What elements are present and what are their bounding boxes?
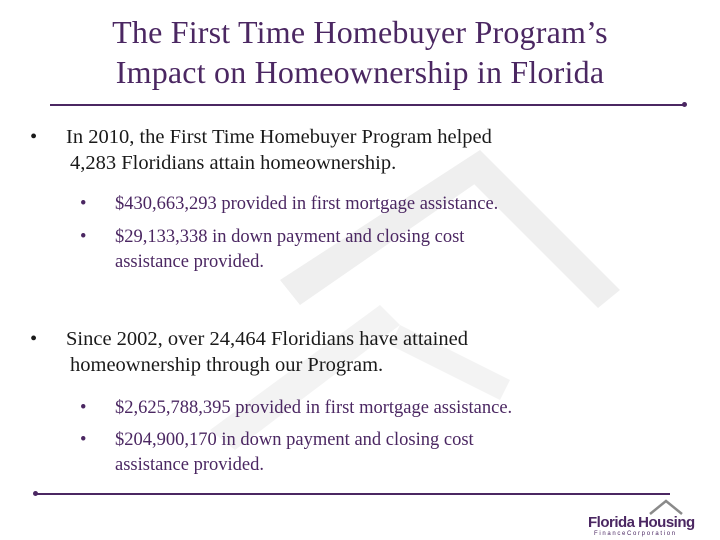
sub-bullet-mark: •	[80, 398, 87, 418]
sub-bullet-mark: •	[80, 430, 87, 450]
sub-bullet-2010-downpayment-line-1: $29,133,338 in down payment and closing cost	[115, 227, 465, 247]
logo-name: Florida Housing	[588, 514, 695, 531]
bullet-2002-line-2: homeownership through our Program.	[70, 354, 384, 376]
bottom-divider	[36, 493, 670, 495]
sub-bullet-2002-downpayment-line-1: $204,900,170 in down payment and closing cost	[115, 430, 474, 450]
sub-bullet-2010-downpayment-line-2: assistance provided.	[115, 252, 264, 272]
logo-tagline: F i n a n c e C o r p o r a t i o n	[594, 531, 676, 537]
title-line-1: The First Time Homebuyer Program’s	[112, 14, 608, 50]
bullet-2010-line-2: 4,283 Floridians attain homeownership.	[70, 152, 397, 174]
sub-bullet-mark: •	[80, 227, 87, 247]
bottom-divider-dot	[33, 491, 38, 496]
top-divider	[50, 104, 684, 106]
bullet-2002-line-1: Since 2002, over 24,464 Floridians have attained	[66, 328, 468, 350]
title-line-2: Impact on Homeownership in Florida	[115, 54, 605, 90]
bullet-mark: •	[30, 328, 38, 350]
bullet-2010-line-1: In 2010, the First Time Homebuyer Program helped	[66, 126, 492, 148]
sub-bullet-2002-downpayment-line-2: assistance provided.	[115, 455, 264, 475]
slide-title	[0, 12, 720, 92]
sub-bullet-mark: •	[80, 194, 87, 214]
top-divider-dot	[682, 102, 687, 107]
bullet-mark: •	[30, 126, 38, 148]
sub-bullet-2002-mortgage-text: $2,625,788,395 provided in first mortgage assistance.	[115, 398, 513, 418]
florida-housing-logo	[588, 498, 710, 538]
sub-bullet-2010-mortgage-text: $430,663,293 provided in first mortgage assistance.	[115, 194, 499, 214]
